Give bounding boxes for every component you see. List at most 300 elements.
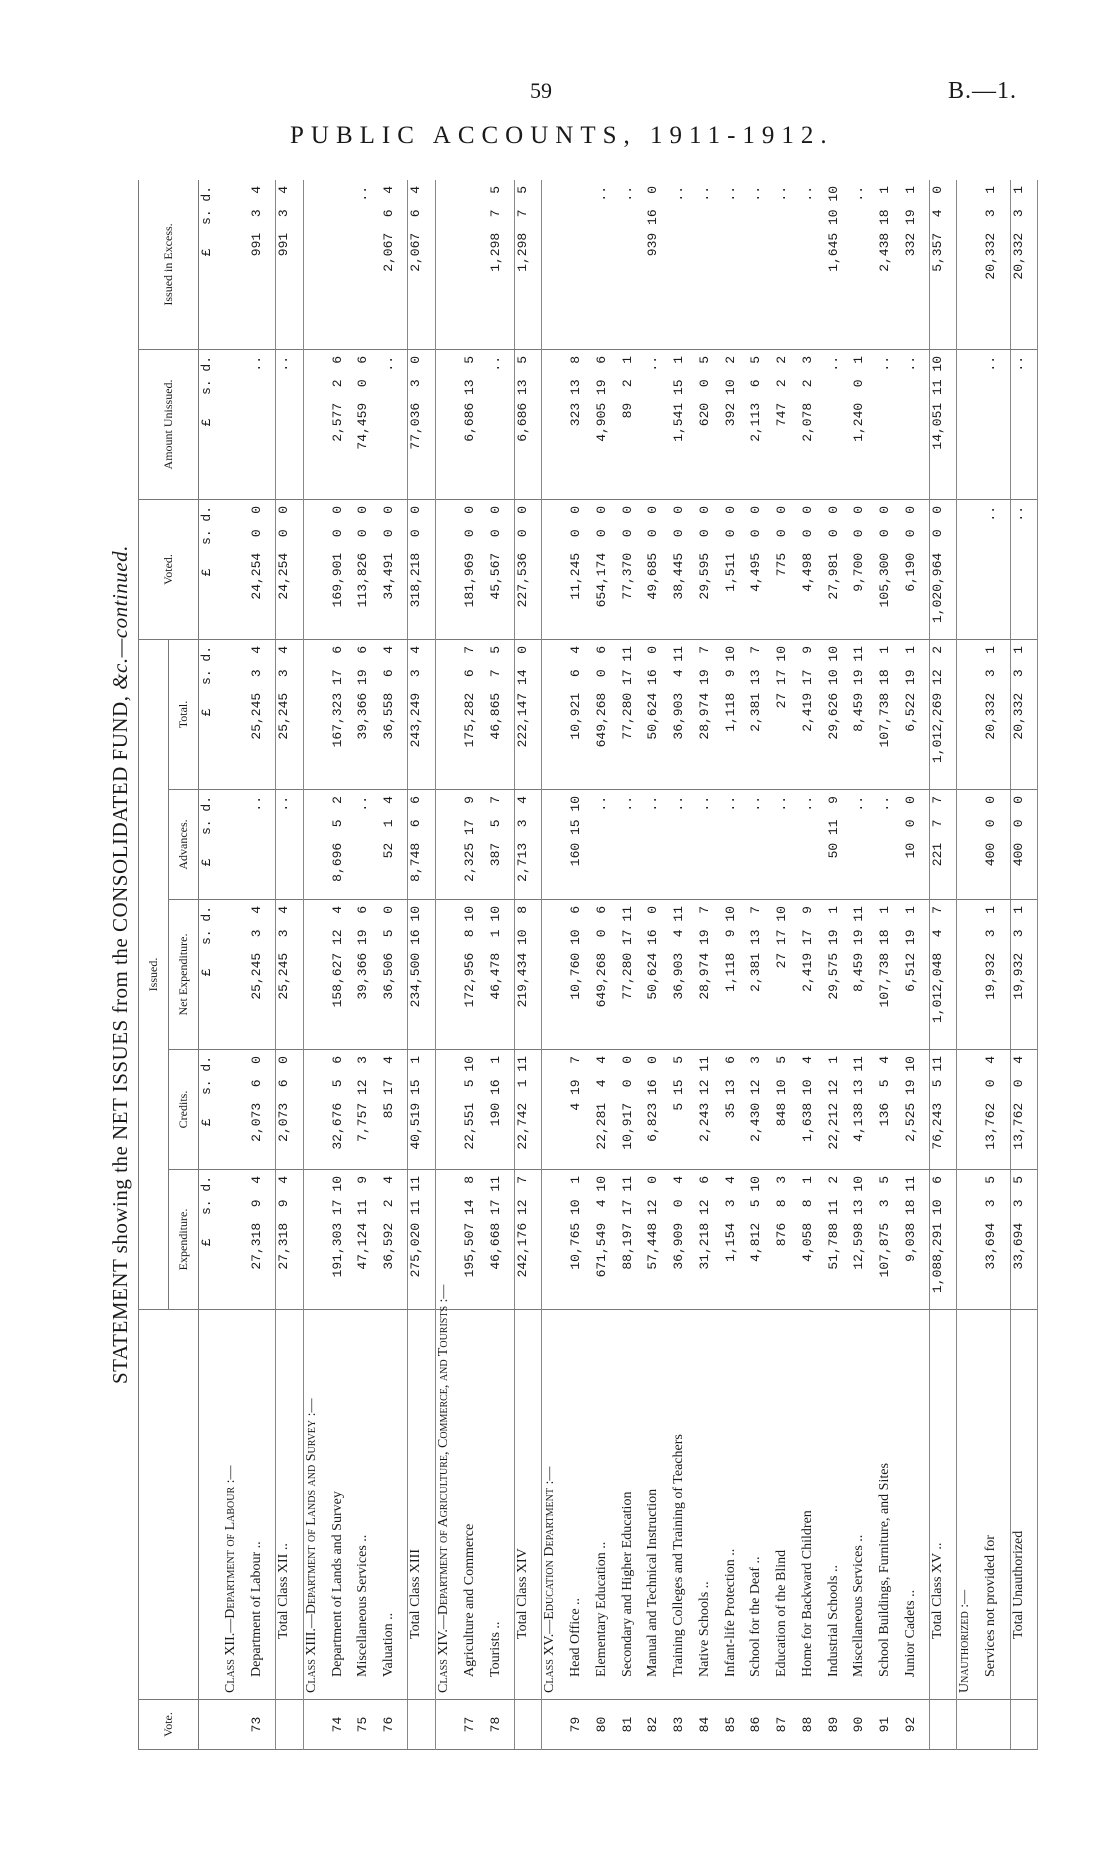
statement-table-body	[199, 180, 1038, 1750]
voted-cell: 9,700 0 0	[851, 499, 877, 639]
credits-cell: 40,519 15 1	[408, 1050, 435, 1170]
total-label: Total Unauthorized	[1010, 1310, 1037, 1700]
total-cell: 1,118 9 10	[723, 639, 749, 789]
total-cell: 107,738 18 1	[877, 639, 903, 789]
class-heading-row	[541, 180, 568, 1750]
table-row	[671, 180, 697, 1750]
advances-cell: 400 0 0	[983, 790, 1010, 900]
table-row	[330, 180, 356, 1750]
issued-in-excess-cell	[568, 180, 594, 349]
credits-cell: 32,676 5 6	[330, 1050, 356, 1170]
class-heading-row	[223, 180, 249, 1750]
item-description: Miscellaneous Services ..	[355, 1310, 381, 1700]
advances-header: Advances.	[169, 790, 199, 900]
table-row	[774, 180, 800, 1750]
total-label: Total Class XV ..	[930, 1310, 957, 1700]
amount-unissued-cell: 1,541 15 1	[671, 349, 697, 499]
voted-cell: 105,300 0 0	[877, 499, 903, 639]
advances-cell: ..	[671, 790, 697, 900]
advances-cell: 400 0 0	[1010, 790, 1037, 900]
units-cell: £ s. d.	[199, 349, 224, 499]
issued-in-excess-cell: ..	[697, 180, 723, 349]
class-heading: Class XII.—Department of Labour :—	[223, 1310, 249, 1700]
advances-cell: ..	[774, 790, 800, 900]
table-row	[877, 180, 903, 1750]
vote-number: 86	[748, 1700, 774, 1750]
vote-number: 79	[568, 1700, 594, 1750]
credits-cell: 13,762 0 4	[1010, 1050, 1037, 1170]
net-expenditure-cell: 27 17 10	[774, 900, 800, 1050]
item-description: Valuation ..	[381, 1310, 408, 1700]
amount-unissued-cell: 14,051 11 10	[930, 349, 957, 499]
units-cell: £ s. d.	[199, 790, 224, 900]
amount-unissued-cell: 77,036 3 0	[408, 349, 435, 499]
item-description: School for the Deaf ..	[748, 1310, 774, 1700]
advances-cell: ..	[748, 790, 774, 900]
item-description: Department of Lands and Survey	[330, 1310, 356, 1700]
issued-in-excess-cell: 2,438 18 1	[877, 180, 903, 349]
vote-number	[514, 1700, 541, 1750]
statement-table-area	[138, 180, 1038, 1750]
voted-cell: 1,511 0 0	[723, 499, 749, 639]
expenditure-cell: 195,507 14 8	[462, 1170, 488, 1310]
advances-cell: ..	[355, 790, 381, 900]
vote-number	[930, 1700, 957, 1750]
vote-number: 91	[877, 1700, 903, 1750]
item-description: Miscellaneous Services ..	[851, 1310, 877, 1700]
issued-in-excess-header: Issued in Excess.	[139, 180, 199, 349]
credits-cell: 7,757 12 3	[355, 1050, 381, 1170]
total-cell: 2,419 17 9	[800, 639, 826, 789]
expenditure-cell: 33,694 3 5	[1010, 1170, 1037, 1310]
credits-cell: 2,430 12 3	[748, 1050, 774, 1170]
item-description: Infant-life Protection ..	[723, 1310, 749, 1700]
voted-cell: ..	[983, 499, 1010, 639]
issued-in-excess-cell: 1,645 10 10	[826, 180, 852, 349]
amount-unissued-cell: ..	[645, 349, 671, 499]
class-heading: Class XIV.—Department of Agriculture, Commerce, and Tourists :—	[435, 1310, 462, 1700]
advances-cell: ..	[276, 790, 303, 900]
vote-number: 88	[800, 1700, 826, 1750]
voted-cell: 113,826 0 0	[355, 499, 381, 639]
expenditure-cell: 27,318 9 4	[249, 1170, 276, 1310]
net-expenditure-cell: 19,932 3 1	[1010, 900, 1037, 1050]
item-description: Education of the Blind	[774, 1310, 800, 1700]
expenditure-cell: 4,058 8 1	[800, 1170, 826, 1310]
vote-number	[983, 1700, 1010, 1750]
amount-unissued-cell: 6,686 13 5	[514, 349, 541, 499]
credits-cell: 85 17 4	[381, 1050, 408, 1170]
amount-unissued-cell: 2,078 2 3	[800, 349, 826, 499]
vote-number: 89	[826, 1700, 852, 1750]
amount-unissued-cell: ..	[826, 349, 852, 499]
expenditure-cell: 88,197 17 11	[620, 1170, 646, 1310]
table-row	[748, 180, 774, 1750]
units-cell: £ s. d.	[199, 639, 224, 789]
credits-cell: 6,823 16 0	[645, 1050, 671, 1170]
net-expenditure-cell: 10,760 10 6	[568, 900, 594, 1050]
vote-number: 92	[903, 1700, 930, 1750]
item-description: Head Office ..	[568, 1310, 594, 1700]
table-row	[903, 180, 930, 1750]
item-description: Services not provided for	[983, 1310, 1010, 1700]
net-expenditure-cell: 25,245 3 4	[276, 900, 303, 1050]
table-row	[594, 180, 620, 1750]
credits-cell: 4,138 13 11	[851, 1050, 877, 1170]
item-description: Training Colleges and Training of Teachers	[671, 1310, 697, 1700]
expenditure-cell: 9,038 18 11	[903, 1170, 930, 1310]
vote-number: 77	[462, 1700, 488, 1750]
vote-number: 78	[488, 1700, 515, 1750]
expenditure-cell: 12,598 13 10	[851, 1170, 877, 1310]
expenditure-cell: 51,788 11 2	[826, 1170, 852, 1310]
vote-number: 84	[697, 1700, 723, 1750]
credits-cell: 10,917 0 0	[620, 1050, 646, 1170]
issued-in-excess-cell: ..	[620, 180, 646, 349]
total-row	[1010, 180, 1037, 1750]
total-label: Total Class XII ..	[276, 1310, 303, 1700]
item-description: Industrial Schools ..	[826, 1310, 852, 1700]
advances-cell: ..	[594, 790, 620, 900]
document-reference: B.—1.	[948, 78, 1018, 104]
issued-in-excess-cell: ..	[851, 180, 877, 349]
table-row	[645, 180, 671, 1750]
issued-in-excess-cell: ..	[774, 180, 800, 349]
credits-header: Credits.	[169, 1050, 199, 1170]
amount-unissued-cell: ..	[488, 349, 515, 499]
voted-cell: 1,020,964 0 0	[930, 499, 957, 639]
expenditure-cell: 1,154 3 4	[723, 1170, 749, 1310]
amount-unissued-header: Amount Unissued.	[139, 349, 199, 499]
credits-cell: 2,073 6 0	[249, 1050, 276, 1170]
vote-number: 74	[330, 1700, 356, 1750]
advances-cell: ..	[877, 790, 903, 900]
total-cell: 77,280 17 11	[620, 639, 646, 789]
net-expenditure-cell: 19,932 3 1	[983, 900, 1010, 1050]
credits-cell: 2,525 19 10	[903, 1050, 930, 1170]
net-expenditure-cell: 107,738 18 1	[877, 900, 903, 1050]
net-expenditure-cell: 234,500 16 10	[408, 900, 435, 1050]
amount-unissued-cell: 2,577 2 6	[330, 349, 356, 499]
advances-cell: ..	[697, 790, 723, 900]
advances-cell: ..	[723, 790, 749, 900]
table-row	[723, 180, 749, 1750]
total-cell: 27 17 10	[774, 639, 800, 789]
issued-in-excess-cell	[462, 180, 488, 349]
total-cell: 28,974 19 7	[697, 639, 723, 789]
net-expenditure-cell: 2,419 17 9	[800, 900, 826, 1050]
page-title: PUBLIC ACCOUNTS, 1911-1912.	[290, 122, 834, 149]
item-description: Secondary and Higher Education	[620, 1310, 646, 1700]
total-header: Total.	[169, 639, 199, 789]
vote-number: 82	[645, 1700, 671, 1750]
net-expenditure-cell: 39,366 19 6	[355, 900, 381, 1050]
issued-in-excess-cell: 991 3 4	[249, 180, 276, 349]
issued-in-excess-cell: ..	[355, 180, 381, 349]
amount-unissued-cell: ..	[381, 349, 408, 499]
issued-in-excess-cell	[330, 180, 356, 349]
expenditure-cell: 671,549 4 10	[594, 1170, 620, 1310]
net-expenditure-cell: 36,903 4 11	[671, 900, 697, 1050]
units-row	[199, 180, 224, 1750]
item-description: Junior Cadets ..	[903, 1310, 930, 1700]
net-expenditure-cell: 1,012,048 4 7	[930, 900, 957, 1050]
item-description: Agriculture and Commerce	[462, 1310, 488, 1700]
description-header	[139, 1310, 199, 1700]
amount-unissued-cell: 747 2 2	[774, 349, 800, 499]
issued-in-excess-cell: 2,067 6 4	[408, 180, 435, 349]
expenditure-cell: 27,318 9 4	[276, 1170, 303, 1310]
credits-cell: 136 5 4	[877, 1050, 903, 1170]
vote-number	[408, 1700, 435, 1750]
expenditure-cell: 33,694 3 5	[983, 1170, 1010, 1310]
total-cell: 243,249 3 4	[408, 639, 435, 789]
table-row	[355, 180, 381, 1750]
item-description: Tourists ..	[488, 1310, 515, 1700]
expenditure-cell: 275,020 11 11	[408, 1170, 435, 1310]
expenditure-cell: 36,592 2 4	[381, 1170, 408, 1310]
credits-cell: 2,073 6 0	[276, 1050, 303, 1170]
total-cell: 29,626 10 10	[826, 639, 852, 789]
net-expenditure-cell: 77,280 17 11	[620, 900, 646, 1050]
total-cell: 1,012,269 12 2	[930, 639, 957, 789]
credits-cell: 2,243 12 11	[697, 1050, 723, 1170]
advances-cell: 8,748 6 6	[408, 790, 435, 900]
expenditure-cell: 31,218 12 6	[697, 1170, 723, 1310]
amount-unissued-cell: 74,459 0 6	[355, 349, 381, 499]
voted-cell: 181,969 0 0	[462, 499, 488, 639]
statement-title-suffix: &c.—continued.	[108, 545, 132, 691]
net-expenditure-cell: 172,956 8 10	[462, 900, 488, 1050]
total-cell: 25,245 3 4	[249, 639, 276, 789]
issued-in-excess-cell: 939 16 0	[645, 180, 671, 349]
advances-cell: 387 5 7	[488, 790, 515, 900]
total-cell: 39,366 19 6	[355, 639, 381, 789]
total-cell: 649,268 0 6	[594, 639, 620, 789]
amount-unissued-cell: 89 2 1	[620, 349, 646, 499]
advances-cell: 52 1 4	[381, 790, 408, 900]
table-row	[697, 180, 723, 1750]
advances-cell: 50 11 9	[826, 790, 852, 900]
total-cell: 175,282 6 7	[462, 639, 488, 789]
issued-in-excess-cell: ..	[671, 180, 697, 349]
voted-cell: 4,498 0 0	[800, 499, 826, 639]
item-description: School Buildings, Furniture, and Sites	[877, 1310, 903, 1700]
vote-number: 85	[723, 1700, 749, 1750]
voted-cell: 11,245 0 0	[568, 499, 594, 639]
units-cell: £ s. d.	[199, 180, 224, 349]
advances-cell: 2,325 17 9	[462, 790, 488, 900]
net-expenditure-cell: 6,512 19 1	[903, 900, 930, 1050]
amount-unissued-cell: 392 10 2	[723, 349, 749, 499]
advances-cell: ..	[645, 790, 671, 900]
vote-number: 90	[851, 1700, 877, 1750]
expenditure-cell: 57,448 12 0	[645, 1170, 671, 1310]
advances-cell: ..	[620, 790, 646, 900]
total-label: Total Class XIII	[408, 1310, 435, 1700]
credits-cell: 22,742 1 11	[514, 1050, 541, 1170]
expenditure-cell: 10,765 10 1	[568, 1170, 594, 1310]
issued-in-excess-cell: 332 19 1	[903, 180, 930, 349]
credits-cell: 4 19 7	[568, 1050, 594, 1170]
advances-cell: ..	[249, 790, 276, 900]
net-expenditure-cell: 1,118 9 10	[723, 900, 749, 1050]
voted-cell: 169,901 0 0	[330, 499, 356, 639]
page-number: 59	[530, 78, 552, 103]
units-cell: £ s. d.	[199, 1050, 224, 1170]
voted-cell: 34,491 0 0	[381, 499, 408, 639]
credits-cell: 76,243 5 11	[930, 1050, 957, 1170]
net-expenditure-cell: 649,268 0 6	[594, 900, 620, 1050]
table-row	[249, 180, 276, 1750]
units-cell: £ s. d.	[199, 900, 224, 1050]
item-description: Elementary Education ..	[594, 1310, 620, 1700]
net-expenditure-cell: 28,974 19 7	[697, 900, 723, 1050]
amount-unissued-cell: ..	[903, 349, 930, 499]
amount-unissued-cell: 2,113 6 5	[748, 349, 774, 499]
total-row	[514, 180, 541, 1750]
amount-unissued-cell: ..	[276, 349, 303, 499]
vote-number: 83	[671, 1700, 697, 1750]
voted-cell: ..	[1010, 499, 1037, 639]
amount-unissued-cell: ..	[877, 349, 903, 499]
vote-number: 87	[774, 1700, 800, 1750]
net-expenditure-cell: 219,434 10 8	[514, 900, 541, 1050]
advances-cell: 160 15 10	[568, 790, 594, 900]
credits-cell: 35 13 6	[723, 1050, 749, 1170]
expenditure-cell: 4,812 5 10	[748, 1170, 774, 1310]
net-expenditure-cell: 8,459 19 11	[851, 900, 877, 1050]
table-row	[488, 180, 515, 1750]
statement-table	[138, 180, 1038, 1750]
amount-unissued-cell: ..	[983, 349, 1010, 499]
net-expenditure-cell: 36,506 5 0	[381, 900, 408, 1050]
class-heading-row	[957, 180, 984, 1750]
credits-cell: 22,551 5 10	[462, 1050, 488, 1170]
voted-cell: 38,445 0 0	[671, 499, 697, 639]
expenditure-cell: 876 8 3	[774, 1170, 800, 1310]
vote-number: 75	[355, 1700, 381, 1750]
credits-cell: 22,212 12 1	[826, 1050, 852, 1170]
issued-in-excess-cell: 20,332 3 1	[983, 180, 1010, 349]
advances-cell: ..	[800, 790, 826, 900]
total-row	[408, 180, 435, 1750]
vote-number: 81	[620, 1700, 646, 1750]
voted-cell: 49,685 0 0	[645, 499, 671, 639]
statement-title	[108, 180, 133, 1750]
issued-in-excess-cell: 1,298 7 5	[488, 180, 515, 349]
net-expenditure-header: Net Expenditure.	[169, 900, 199, 1050]
amount-unissued-cell: ..	[249, 349, 276, 499]
advances-cell: 2,713 3 4	[514, 790, 541, 900]
vote-number: 80	[594, 1700, 620, 1750]
voted-cell: 654,174 0 0	[594, 499, 620, 639]
item-description: Manual and Technical Instruction	[645, 1310, 671, 1700]
issued-in-excess-cell: ..	[594, 180, 620, 349]
item-description: Native Schools ..	[697, 1310, 723, 1700]
total-row	[930, 180, 957, 1750]
expenditure-cell: 36,909 0 4	[671, 1170, 697, 1310]
voted-cell: 775 0 0	[774, 499, 800, 639]
issued-in-excess-cell: 20,332 3 1	[1010, 180, 1037, 349]
amount-unissued-cell: 323 13 8	[568, 349, 594, 499]
issued-in-excess-cell: 2,067 6 4	[381, 180, 408, 349]
amount-unissued-cell: 620 0 5	[697, 349, 723, 499]
total-cell: 10,921 6 4	[568, 639, 594, 789]
advances-cell: 8,696 5 2	[330, 790, 356, 900]
net-expenditure-cell: 50,624 16 0	[645, 900, 671, 1050]
table-row	[462, 180, 488, 1750]
amount-unissued-cell: 6,686 13 5	[462, 349, 488, 499]
total-cell: 222,147 14 0	[514, 639, 541, 789]
credits-cell: 22,281 4 4	[594, 1050, 620, 1170]
voted-cell: 6,190 0 0	[903, 499, 930, 639]
issued-header: Issued.	[139, 639, 169, 1309]
table-row	[800, 180, 826, 1750]
net-expenditure-cell: 25,245 3 4	[249, 900, 276, 1050]
class-heading: Class XV.—Education Department :—	[541, 1310, 568, 1700]
vote-number	[1010, 1700, 1037, 1750]
credits-cell: 1,638 10 4	[800, 1050, 826, 1170]
expenditure-cell: 242,176 12 7	[514, 1170, 541, 1310]
voted-cell: 227,536 0 0	[514, 499, 541, 639]
net-expenditure-cell: 29,575 19 1	[826, 900, 852, 1050]
credits-cell: 13,762 0 4	[983, 1050, 1010, 1170]
expenditure-cell: 1,088,291 10 6	[930, 1170, 957, 1310]
issued-in-excess-cell: ..	[748, 180, 774, 349]
total-row	[276, 180, 303, 1750]
advances-cell: 10 0 0	[903, 790, 930, 900]
net-expenditure-cell: 2,381 13 7	[748, 900, 774, 1050]
class-heading: Class XIII.—Department of Lands and Survey :—	[303, 1310, 330, 1700]
voted-cell: 45,567 0 0	[488, 499, 515, 639]
expenditure-cell: 47,124 11 9	[355, 1170, 381, 1310]
amount-unissued-cell: ..	[1010, 349, 1037, 499]
table-row	[620, 180, 646, 1750]
issued-in-excess-cell: ..	[800, 180, 826, 349]
voted-cell: 77,370 0 0	[620, 499, 646, 639]
total-cell: 6,522 19 1	[903, 639, 930, 789]
table-row	[826, 180, 852, 1750]
voted-cell: 27,981 0 0	[826, 499, 852, 639]
voted-cell: 318,218 0 0	[408, 499, 435, 639]
credits-cell: 5 15 5	[671, 1050, 697, 1170]
item-description: Home for Backward Children	[800, 1310, 826, 1700]
total-cell: 2,381 13 7	[748, 639, 774, 789]
expenditure-cell: 107,875 3 5	[877, 1170, 903, 1310]
net-expenditure-cell: 158,627 12 4	[330, 900, 356, 1050]
total-cell: 46,865 7 5	[488, 639, 515, 789]
credits-cell: 190 16 1	[488, 1050, 515, 1170]
voted-cell: 24,254 0 0	[276, 499, 303, 639]
vote-number: 76	[381, 1700, 408, 1750]
total-cell: 36,903 4 11	[671, 639, 697, 789]
amount-unissued-cell: 1,240 0 1	[851, 349, 877, 499]
table-row	[983, 180, 1010, 1750]
expenditure-cell: 46,668 17 11	[488, 1170, 515, 1310]
issued-in-excess-cell: ..	[723, 180, 749, 349]
vote-number	[276, 1700, 303, 1750]
net-expenditure-cell: 46,478 1 10	[488, 900, 515, 1050]
total-cell: 20,332 3 1	[983, 639, 1010, 789]
advances-cell: 221 7 7	[930, 790, 957, 900]
statement-title-prefix: STATEMENT showing the NET ISSUES from the CONSOLIDATED FUND,	[108, 690, 132, 1385]
class-heading-row	[303, 180, 330, 1750]
credits-cell: 848 10 5	[774, 1050, 800, 1170]
units-cell: £ s. d.	[199, 1170, 224, 1310]
expenditure-cell: 191,303 17 10	[330, 1170, 356, 1310]
expenditure-header: Expenditure.	[169, 1170, 199, 1310]
